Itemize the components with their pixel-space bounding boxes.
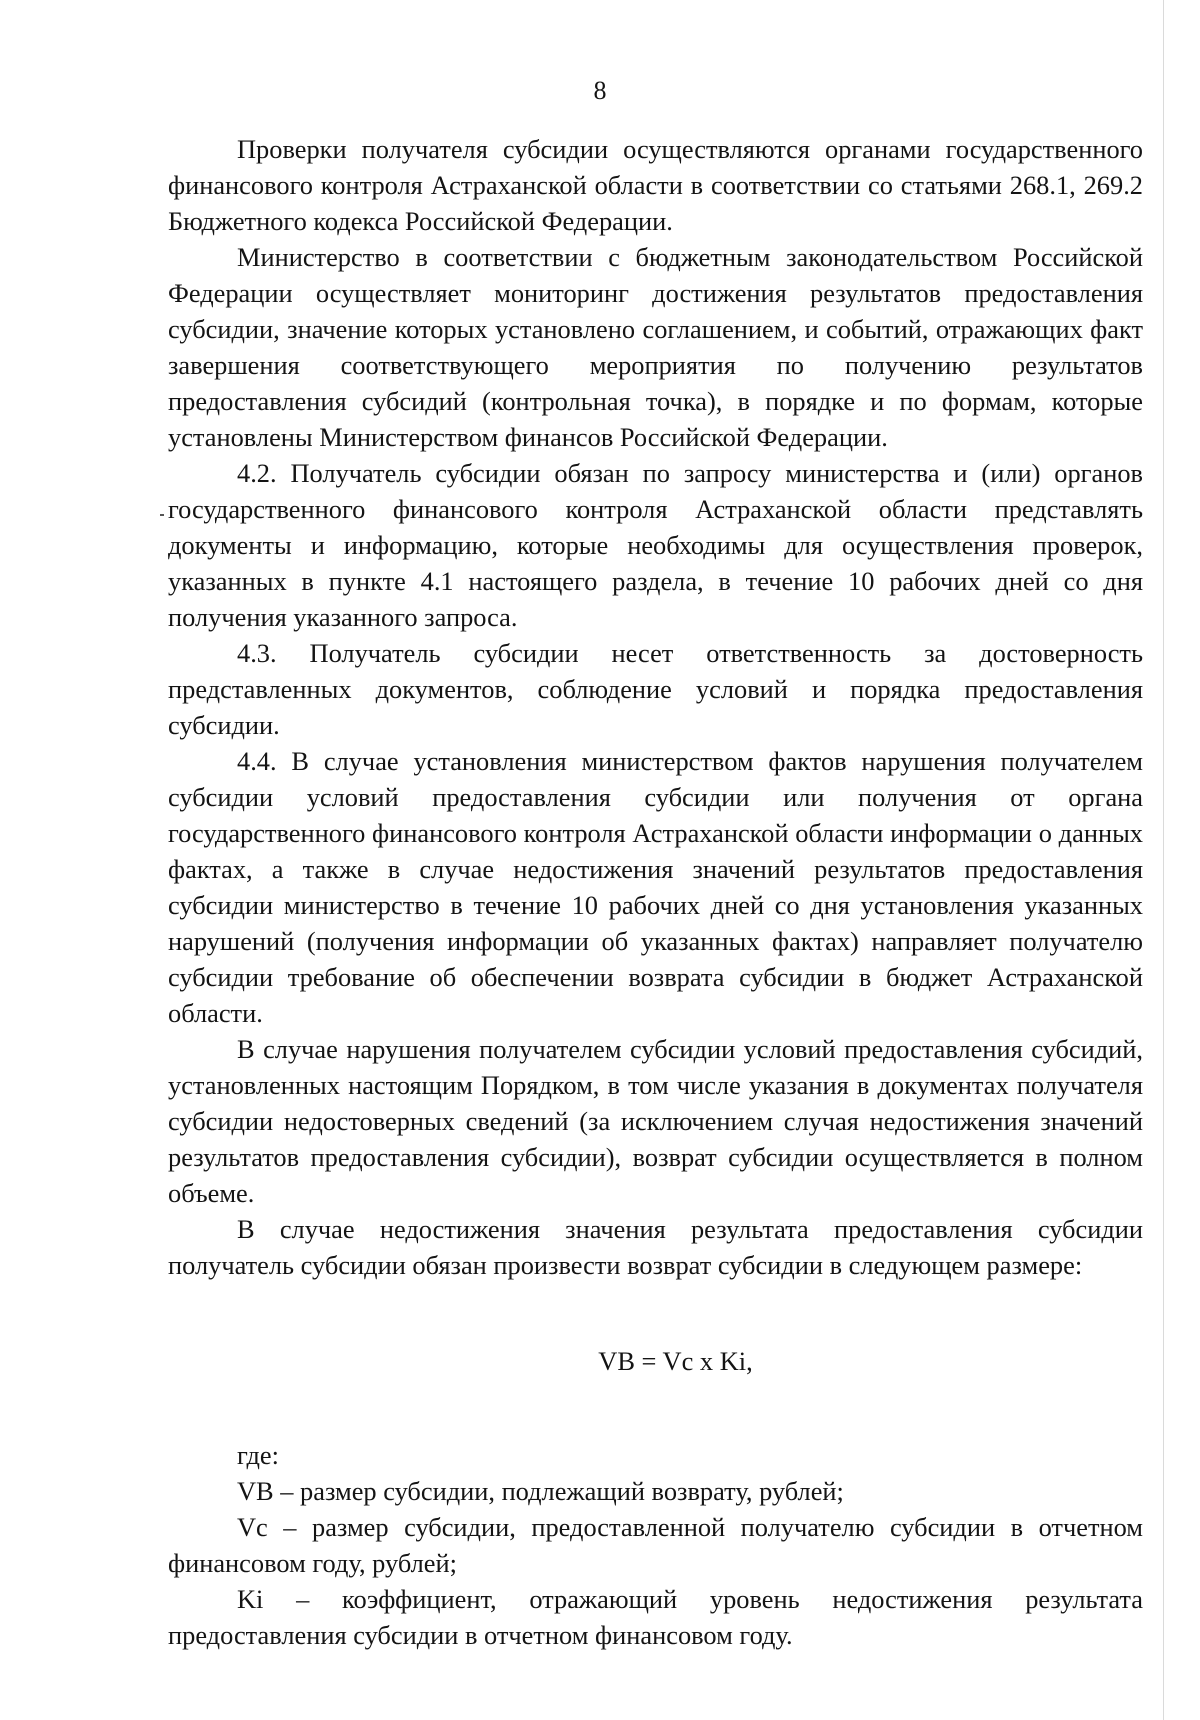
paragraph-non-achievement: В случае недостижения значения результата предоставления субсидии получатель субсидии обязан произвести возврат субсидии в следующем размере:: [168, 1214, 1143, 1280]
where-label: где:: [237, 1440, 279, 1470]
scan-artifact-dot: [160, 514, 164, 516]
paragraph-4-4: 4.4. В случае установления министерством фактов нарушения получателем субсидии условий предоставления субсидии или получения от органа государственного финансового контроля Астраханской области информации о данных фактах, а также в случае недостижения значений результатов предоставления субсидии министерство в течение 10 рабочих дней со дня установления указанных нарушений (получения информации об указанных фактах) направляет получателю субсидии требование об обеспечении возврата субсидии в бюджет Астраханской области.: [168, 746, 1143, 1028]
scan-artifact-line: [1163, 0, 1164, 1720]
paragraph-4-2: 4.2. Получатель субсидии обязан по запросу министерства и (или) органов государственного финансового контроля Астраханской области представлять документы и информацию, которые необходимы для осуществления проверок, указанных в пункте 4.1 настоящего раздела, в течение 10 рабочих дней со дня получения указанного запроса.: [168, 458, 1143, 632]
definition-vc: Vc – размер субсидии, предоставленной получателю субсидии в отчетном финансовом году, рублей;: [168, 1512, 1143, 1578]
definition-ki: Ki – коэффициент, отражающий уровень недостижения результата предоставления субсидии в отчетном финансовом году.: [168, 1584, 1143, 1650]
page-number: 8: [593, 76, 607, 105]
paragraph-4-3: 4.3. Получатель субсидии несет ответственность за достоверность представленных документов, соблюдение условий и порядка предоставления субсидии.: [168, 638, 1143, 740]
paragraph-violation: В случае нарушения получателем субсидии условий предоставления субсидий, установленных настоящим Порядком, в том числе указания в документах получателя субсидии недостоверных сведений (за исключением случая недостижения значений результатов предоставления субсидии), возврат субсидии осуществляется в полном объеме.: [168, 1034, 1143, 1208]
paragraph-monitoring: Министерство в соответствии с бюджетным законодательством Российской Федерации осуществляет мониторинг достижения результатов предоставления субсидии, значение которых установлено соглашением, и событий, отражающих факт завершения соответствующего мероприятия по получению результатов предоставления субсидий (контрольная точка), в порядке и по формам, которые установлены Министерством финансов Российской Федерации.: [168, 242, 1143, 452]
document-body: [168, 131, 1143, 1653]
definition-vb: VB – размер субсидии, подлежащий возврату, рублей;: [237, 1476, 844, 1506]
paragraph-inspections: Проверки получателя субсидии осуществляются органами государственного финансового контроля Астраханской области в соответствии со статьями 268.1, 269.2 Бюджетного кодекса Российской Федерации.: [168, 134, 1143, 236]
return-formula: VB = Vc x Ki,: [598, 1346, 753, 1376]
